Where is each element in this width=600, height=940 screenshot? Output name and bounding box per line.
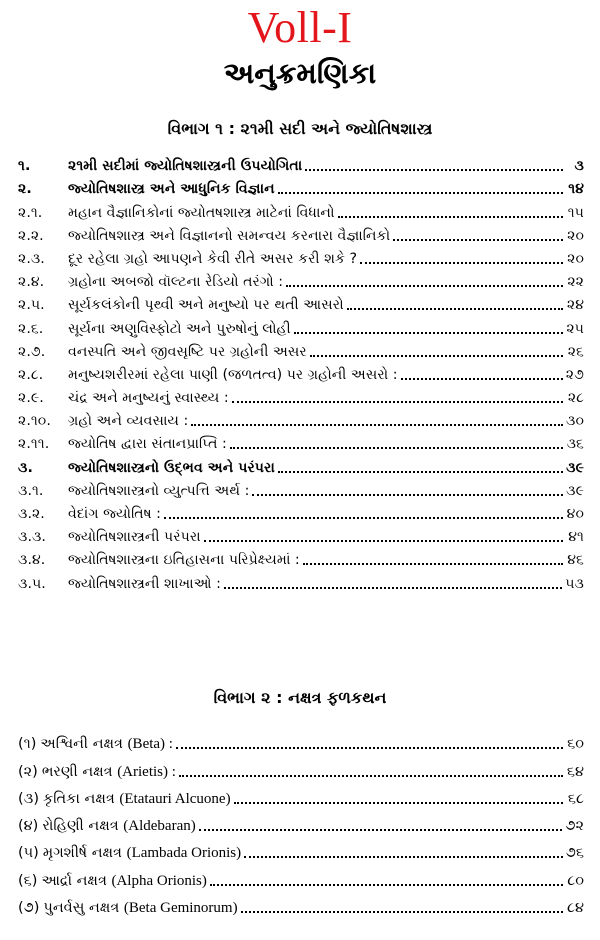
entry-title <box>68 157 302 175</box>
toc-entry <box>18 361 584 384</box>
entry-title-text: મનુષ્યશરીરમાં રહેલા પાણી (જળતત્વ) પર ગ્રહોની અસરો : <box>68 366 398 383</box>
entry-title-text: જ્યોતિષ દ્વારા સંતાનપ્રાપ્તિ : <box>68 436 227 453</box>
entry-page-number: ૩૯ <box>566 482 584 499</box>
entry-title <box>68 204 335 222</box>
dot-leader <box>401 378 563 380</box>
dot-leader <box>305 169 563 171</box>
entry-page-number: ૩૦ <box>566 413 584 430</box>
toc-entry <box>18 546 584 569</box>
entry-title <box>68 389 229 407</box>
toc-entry <box>18 523 584 546</box>
dot-leader <box>204 540 563 542</box>
entry-title-text: પુનર્વસુ નક્ષત્ર <box>43 900 120 917</box>
entry-title <box>68 412 188 430</box>
entry-page-number: ૨૬ <box>567 343 584 360</box>
dot-leader <box>303 563 563 565</box>
entry-title-text: જ્યોતિષશાસ્ત્રની પરંપરા <box>68 529 201 546</box>
entry-title <box>68 505 161 523</box>
entry-number: (૭) <box>18 900 40 917</box>
entry-title <box>43 899 237 917</box>
entry-title-text: દૂર રહેલા ગ્રહો આપણને કેવી રીતે અસર કરી શકે ? <box>68 250 358 267</box>
dot-leader <box>338 216 563 218</box>
entry-title <box>40 735 173 753</box>
entry-title <box>68 575 221 593</box>
entry-title <box>43 790 231 808</box>
toc-entry <box>18 338 584 361</box>
entry-page-number: ૩૯ <box>566 459 584 476</box>
toc-entry <box>18 384 584 407</box>
entry-title-text: ભરણી નક્ષત્ર <box>41 763 113 780</box>
entry-number: ૩.૧. <box>18 482 44 499</box>
entry-number: ૨.૯. <box>18 390 44 407</box>
entry-latin-name: (Aldebaran) <box>123 818 196 835</box>
entry-page-number: ૩ <box>574 158 584 175</box>
entry-title <box>68 482 249 500</box>
dot-leader <box>164 517 563 519</box>
toc-entry <box>18 291 584 314</box>
entry-title <box>43 844 241 862</box>
dot-leader <box>224 587 562 589</box>
entry-page-number: ૫૩ <box>565 575 584 592</box>
entry-page-number: ૬૮ <box>567 790 584 807</box>
entry-title-text: સૂર્યના અણુવિસ્ફોટો અને પુરુષોનું લોહી <box>68 320 291 337</box>
entry-title <box>68 551 300 569</box>
dot-leader <box>278 471 563 473</box>
toc-entry <box>18 430 584 453</box>
toc-entry <box>18 726 584 753</box>
entry-title <box>68 250 357 268</box>
entry-title-text: મહાન વૈજ્ઞાનિકોનાં જ્યોતષશાસ્ત્ર માટેનાં વિધાનો <box>68 204 335 221</box>
entry-number: ૨.૪. <box>18 274 45 291</box>
toc-entry <box>18 453 584 476</box>
entry-page-number: ૨૨ <box>567 274 584 291</box>
entry-latin-name: (Arietis) : <box>117 763 176 780</box>
entry-page-number: ૪૬ <box>567 552 584 569</box>
entry-page-number: ૬૪ <box>566 763 584 780</box>
entry-title <box>68 227 390 245</box>
dot-leader <box>234 802 563 804</box>
dot-leader <box>278 192 563 194</box>
entry-page-number: ૧૫ <box>567 204 584 221</box>
entry-page-number: ૧૪ <box>568 181 584 198</box>
entry-title <box>68 296 344 314</box>
dot-leader <box>179 775 563 777</box>
entry-number: (૫) <box>18 845 39 862</box>
entry-title <box>68 320 291 338</box>
entry-number: ૨.૧. <box>18 204 43 221</box>
entry-number: ૨.૩. <box>18 250 45 267</box>
entry-number: ૨.૫. <box>18 297 45 314</box>
dot-leader <box>294 332 563 334</box>
toc-entry <box>18 198 584 221</box>
entry-number: ૩.૫. <box>18 575 46 592</box>
entry-number: ૩.૩. <box>18 529 46 546</box>
entry-title-text: ગ્રહોના અબજો વૉલ્ટના રેડિયો તરંગો : <box>68 274 284 291</box>
dot-leader <box>286 285 563 287</box>
entry-page-number: ૨૦ <box>567 227 584 244</box>
entry-title-text: અશ્વિની નક્ષત્ર <box>40 736 123 753</box>
entry-title-text: જ્યોતિષશાસ્ત્ર અને આધુનિક વિજ્ઞાન <box>68 181 275 198</box>
entry-page-number: ૩૬ <box>566 436 584 453</box>
entry-title <box>68 435 227 453</box>
entry-title <box>68 343 307 361</box>
entry-title-text: ચંદ્ર અને મનુષ્યનું સ્વાસ્થ્ય : <box>68 390 229 407</box>
page-title: અનુક્રમણિકા <box>223 56 377 90</box>
entry-title <box>41 872 206 890</box>
toc-entry <box>18 753 584 780</box>
entry-number: ૧. <box>18 158 31 175</box>
entry-latin-name: (Alpha Orionis) <box>111 872 207 889</box>
toc-entry <box>18 268 584 291</box>
entry-page-number: ૭૬ <box>565 845 584 862</box>
entry-number: (૬) <box>18 872 38 889</box>
toc-entry <box>18 477 584 500</box>
dot-leader <box>232 401 563 403</box>
section-2-toc <box>18 726 584 917</box>
entry-title-text: જ્યોતિષશાસ્ત્રના ઇતિહાસના પરિપ્રેક્ષ્યમાં : <box>68 552 300 569</box>
section-2-heading: વિભાગ ૨ : નક્ષત્ર ફળકથન <box>213 688 387 707</box>
dot-leader <box>210 884 563 886</box>
entry-title-text: જ્યોતિષશાસ્ત્રનો ઉદ્ભવ અને પરંપરા <box>68 459 275 476</box>
entry-page-number: ૬૦ <box>567 736 584 753</box>
entry-page-number: ૪૧ <box>568 529 584 546</box>
entry-title-text: કૃતિકા નક્ષત્ર <box>42 790 115 807</box>
entry-number: (૪) <box>18 818 39 835</box>
entry-title-text: ગ્રહો અને વ્યવસાય : <box>68 413 189 430</box>
entry-title-text: સૂર્યકલંકોની પૃથ્વી અને મનુષ્યો પર થતી આસરો <box>68 297 344 314</box>
entry-page-number: ૨૭ <box>565 366 584 383</box>
volume-label: Voll-I <box>247 3 353 52</box>
toc-entry <box>18 808 584 835</box>
dot-leader <box>244 856 563 858</box>
entry-title <box>68 459 275 477</box>
toc-entry <box>18 245 584 268</box>
entry-latin-name: (Etatauri Alcuone) <box>119 790 231 807</box>
entry-title-text: જ્યોતિષશાસ્ત્રનો વ્યુત્પત્તિ અર્થ : <box>68 482 250 499</box>
entry-page-number: ૪૦ <box>566 506 584 522</box>
toc-entry <box>18 314 584 337</box>
entry-latin-name: (Beta) : <box>127 736 173 753</box>
dot-leader <box>393 239 563 241</box>
entry-number: ૨.૨. <box>18 227 44 244</box>
toc-entry <box>18 175 584 198</box>
entry-number: ૨. <box>18 181 32 198</box>
entry-page-number: ૭૨ <box>565 818 584 835</box>
entry-title-text: વનસ્પતિ અને જીવસૃષ્ટિ પર ગ્રહોની અસર <box>68 343 307 360</box>
dot-leader <box>241 911 563 913</box>
dot-leader <box>199 829 563 831</box>
entry-number: (૧) <box>18 736 37 753</box>
toc-entry <box>18 407 584 430</box>
entry-number: ૨.૮. <box>18 366 44 383</box>
section-1-toc <box>18 152 584 593</box>
toc-entry <box>18 890 584 917</box>
entry-title-text: જ્યોતિષશાસ્ત્રની શાખાઓ : <box>68 575 221 592</box>
entry-title <box>68 180 275 198</box>
toc-entry <box>18 835 584 862</box>
entry-page-number: ૮૦ <box>567 872 584 889</box>
section-1-heading: વિભાગ ૧ : ૨૧મી સદી અને જ્યોતિષશાસ્ત્ર <box>167 119 433 138</box>
toc-entry <box>18 500 584 523</box>
entry-number: ૩.૨. <box>18 506 45 522</box>
toc-entry <box>18 152 584 175</box>
toc-entry <box>18 222 584 245</box>
entry-number: ૨.૬. <box>18 320 44 337</box>
entry-number: ૨.૧૧. <box>18 436 50 453</box>
entry-title <box>68 528 201 546</box>
dot-leader <box>176 747 563 749</box>
entry-title <box>68 273 283 291</box>
entry-title-text: ૨૧મી સદીમાં જ્યોતિષશાસ્ત્રની ઉપયોગિતા <box>68 158 303 175</box>
dot-leader <box>252 494 563 496</box>
toc-entry <box>18 781 584 808</box>
entry-title-text: રોહિણી નક્ષત્ર <box>42 818 119 835</box>
entry-title-text: આર્દ્રા નક્ષત્ર <box>41 872 107 889</box>
entry-title-text: વેદાંગ જ્યોતિષ : <box>68 506 161 522</box>
entry-title-text: મૃગશીર્ષ નક્ષત્ર <box>42 845 122 862</box>
entry-number: ૩.૪. <box>18 552 46 569</box>
dot-leader <box>360 262 563 264</box>
entry-title-text: જ્યોતિષશાસ્ત્ર અને વિજ્ઞાનનો સમન્વય કરનારા વૈજ્ઞાનિકો <box>68 227 391 244</box>
dot-leader <box>347 308 563 310</box>
dot-leader <box>230 447 563 449</box>
entry-page-number: ૨૪ <box>566 297 584 314</box>
entry-number: ૩. <box>18 459 33 476</box>
entry-number: (૩) <box>18 790 39 807</box>
toc-entry <box>18 862 584 889</box>
entry-latin-name: (Beta Geminorum) <box>123 900 238 917</box>
dot-leader <box>310 355 563 357</box>
entry-title <box>42 763 176 781</box>
entry-latin-name: (Lambada Orionis) <box>126 845 242 862</box>
entry-page-number: ૨૮ <box>567 390 584 407</box>
entry-number: ૨.૧૦. <box>18 413 51 430</box>
entry-page-number: ૨૦ <box>567 250 584 267</box>
entry-number: (૨) <box>18 763 38 780</box>
entry-title <box>42 817 195 835</box>
entry-number: ૨.૭. <box>18 343 46 360</box>
toc-entry <box>18 569 584 592</box>
dot-leader <box>191 424 563 426</box>
entry-title <box>68 366 398 384</box>
entry-page-number: ૨૫ <box>566 320 584 337</box>
entry-page-number: ૮૪ <box>567 900 584 917</box>
